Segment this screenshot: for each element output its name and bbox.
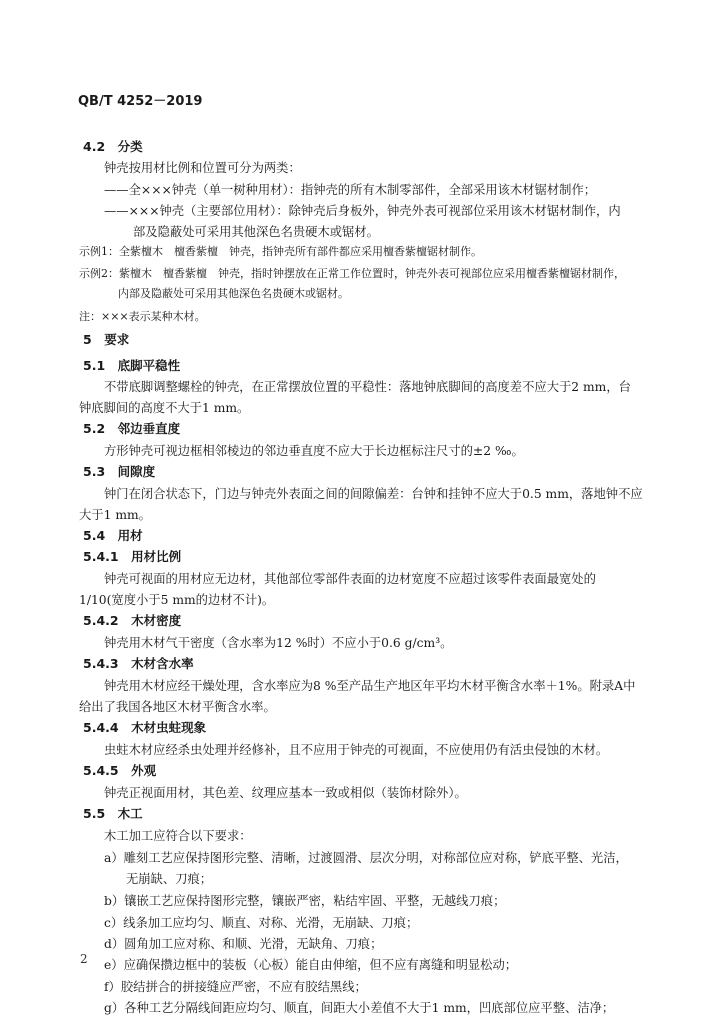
text-line: d）圆角加工应对称、和顺、光滑，无缺角、刀痕；	[104, 937, 383, 951]
text-line: 钟壳用木材气干密度（含水率为12 %时）不应小于0.6 g/cm³。	[104, 636, 453, 650]
standard-number: QB/T 4252－2019	[78, 94, 203, 109]
section-heading: 5.4.5 外观	[83, 763, 157, 778]
text-line: 钟壳可视面的用材应无边材，其他部位零部件表面的边材宽度不应超过该零件表面最宽处的	[104, 572, 596, 586]
section-heading: 5.5 木工	[83, 806, 143, 821]
text-line: 钟底脚间的高度不大于1 mm。	[79, 401, 250, 415]
text-line: 大于1 mm。	[79, 508, 151, 522]
text-line: 1/10(宽度小于5 mm的边材不计)。	[79, 593, 275, 607]
text-line: 不带底脚调整螺栓的钟壳，在正常摆放位置的平稳性：落地钟底脚间的高度差不应大于2 mm，台	[104, 380, 631, 394]
text-line: ——全×××钟壳（单一树种用材）：指钟壳的所有木制零部件，全部采用该木材锯材制作；	[104, 183, 597, 197]
text-line: g）各种工艺分隔线间距应均匀、顺直，间距大小差值不大于1 mm，凹底部位应平整、洁净；	[104, 1001, 615, 1015]
text-line: 示例2：紫檀木 檀香紫檀 钟壳，指时钟摆放在正常工作位置时，钟壳外表可视部位应采用檀香紫檀锯材制作，	[79, 267, 625, 280]
text-line: 给出了我国各地区木材平衡含水率。	[79, 700, 276, 714]
text-line: e）应确保攒边框中的装板（心板）能自由伸缩，但不应有离缝和明显松动；	[104, 958, 518, 972]
text-line: 示例1：全紫檀木 檀香紫檀 钟壳，指钟壳所有部件都应采用檀香紫檀锯材制作。	[79, 245, 482, 258]
section-heading: 5.4.2 木材密度	[83, 613, 182, 628]
text-line: a）雕刻工艺应保持图形完整、清晰，过渡圆滑、层次分明，对称部位应对称，铲底平整、光洁，	[104, 851, 628, 865]
text-line: 钟壳正视面用材，其色差、纹理应基本一致或相似（装饰材除外）。	[104, 786, 467, 800]
text-line: 钟门在闭合状态下，门边与钟壳外表面之间的间隙偏差：台钟和挂钟不应大于0.5 mm，落地钟不应	[104, 487, 643, 501]
text-line: ——×××钟壳（主要部位用材）：除钟壳后身板外，钟壳外表可视部位采用该木材锯材制作，内	[104, 204, 621, 218]
text-line: 钟壳用木材应经干燥处理，含水率应为8 %至产品生产地区年平均木材平衡含水率＋1%。附录A中	[104, 679, 636, 693]
section-heading: 5 要求	[83, 332, 130, 347]
section-heading: 5.4.4 木材虫蛀现象	[83, 720, 207, 735]
text-line: 注：×××表示某种木材。	[79, 310, 206, 323]
text-line: 虫蛀木材应经杀虫处理并经修补，且不应用于钟壳的可视面，不应使用仍有活虫侵蚀的木材。	[104, 743, 609, 757]
text-line: 部及隐蔽处可采用其他深色名贵硬木或锯材。	[133, 225, 379, 239]
section-heading: 5.1 底脚平稳性	[83, 358, 181, 373]
page-number: 2	[80, 952, 88, 966]
text-line: b）镶嵌工艺应保持图形完整，镶嵌严密，粘结牢固、平整，无越线刀痕；	[104, 894, 506, 908]
section-heading: 5.2 邻边垂直度	[83, 421, 181, 436]
text-line: 方形钟壳可视边框相邻棱边的邻边垂直度不应大于长边框标注尺寸的±2 ‰。	[104, 444, 524, 458]
text-line: 钟壳按用材比例和位置可分为两类：	[104, 161, 301, 175]
section-heading: 5.4.3 木材含水率	[83, 656, 194, 671]
section-heading: 5.3 间隙度	[83, 464, 156, 479]
section-heading: 5.4.1 用材比例	[83, 549, 182, 564]
text-line: f）胶结拼合的拼接缝应严密，不应有胶结黑线；	[104, 980, 367, 994]
text-line: 无崩缺、刀痕；	[126, 872, 213, 886]
text-line: 木工加工应符合以下要求：	[104, 829, 252, 843]
section-heading: 5.4 用材	[83, 528, 143, 543]
text-line: c）线条加工应均匀、顺直、对称、光滑，无崩缺、刀痕；	[104, 916, 419, 930]
section-heading: 4.2 分类	[83, 139, 143, 154]
text-line: 内部及隐蔽处可采用其他深色名贵硬木或锯材。	[118, 287, 349, 300]
